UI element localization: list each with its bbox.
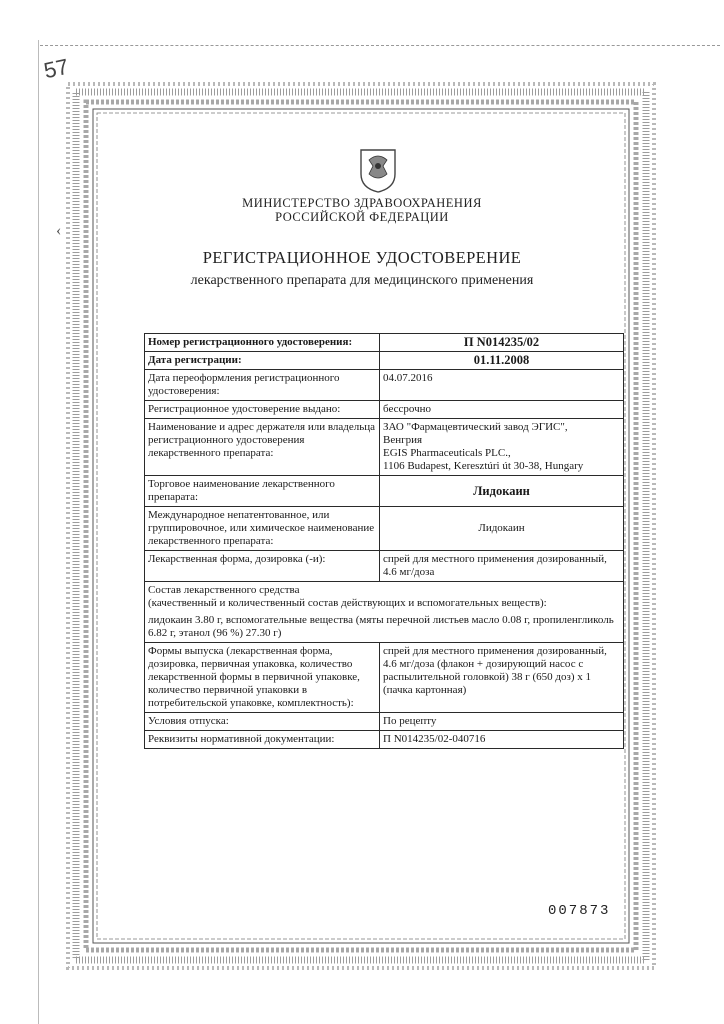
holder-value xyxy=(380,419,624,476)
reissue-date-value: 04.07.2016 xyxy=(380,370,624,401)
table-row xyxy=(145,352,624,370)
registration-table xyxy=(144,333,624,749)
ministry-line-1: МИНИСТЕРСТВО ЗДРАВООХРАНЕНИЯ xyxy=(242,196,482,210)
table-row xyxy=(145,713,624,731)
holder-line: ЗАО "Фармацевтический завод ЭГИС", xyxy=(383,421,568,433)
normative-doc-label: Реквизиты нормативной документации: xyxy=(145,731,380,749)
page-edge xyxy=(38,40,39,1024)
serial-number: 007873 xyxy=(548,903,611,919)
table-row xyxy=(145,612,624,643)
issued-label: Регистрационное удостоверение выдано: xyxy=(145,401,380,419)
trade-name-value: Лидокаин xyxy=(380,476,624,507)
holder-line: EGIS Pharmaceuticals PLC., xyxy=(383,447,511,459)
table-row xyxy=(145,582,624,613)
table-row xyxy=(145,370,624,401)
ministry-line-2: РОССИЙСКОЙ ФЕДЕРАЦИИ xyxy=(275,210,449,224)
composition-subtitle: (качественный и количественный состав действующих и вспомогательных веществ): xyxy=(148,597,547,609)
table-row xyxy=(145,401,624,419)
table-row xyxy=(145,507,624,551)
composition-text: лидокаин 3.80 г, вспомогательные вещества (мяты перечной листьев масло 0.08 г, пропиленгликоль 6.82 г, этанол (96 %) 27.30 г) xyxy=(145,612,624,643)
coat-of-arms-icon xyxy=(357,146,399,194)
trade-name-label: Торговое наименование лекарственного препарата: xyxy=(145,476,380,507)
inn-value: Лидокаин xyxy=(380,507,624,551)
reissue-date-label: Дата переоформления регистрационного удостоверения: xyxy=(145,370,380,401)
release-form-value: спрей для местного применения дозированный, 4.6 мг/доза (флакон + дозирующий насос с распылительной головкой) 38 г (650 доз) х 1 (пачка картонная) xyxy=(380,643,624,713)
table-row xyxy=(145,419,624,476)
composition-title: Состав лекарственного средства xyxy=(148,584,300,596)
dispense-conditions-value: По рецепту xyxy=(380,713,624,731)
table-row xyxy=(145,476,624,507)
table-row xyxy=(145,731,624,749)
ministry-name xyxy=(0,196,724,224)
dosage-form-value: спрей для местного применения дозированный, 4.6 мг/доза xyxy=(380,551,624,582)
inn-label: Международное непатентованное, или группировочное, или химическое наименование лекарственного препарата: xyxy=(145,507,380,551)
page-edge-top xyxy=(40,45,720,46)
reg-number-value: П N014235/02 xyxy=(380,334,624,352)
margin-mark: ‹ xyxy=(56,222,62,239)
normative-doc-value: П N014235/02-040716 xyxy=(380,731,624,749)
release-form-label: Формы выпуска (лекарственная форма, дозировка, первичная упаковка, количество лекарственной формы в первичной упаковке, количество первичной упаковки в потребительской упаковке, комплектность): xyxy=(145,643,380,713)
composition-header xyxy=(145,582,624,613)
reg-date-value: 01.11.2008 xyxy=(380,352,624,370)
handwritten-page-number: 57 xyxy=(41,53,71,84)
holder-line: Венгрия xyxy=(383,434,423,446)
holder-label: Наименование и адрес держателя или владельца регистрационного удостоверения лекарственного препарата: xyxy=(145,419,380,476)
table-row xyxy=(145,643,624,713)
holder-line: 1106 Budapest, Keresztúri út 30-38, Hungary xyxy=(383,460,584,472)
issued-value: бессрочно xyxy=(380,401,624,419)
reg-number-label: Номер регистрационного удостоверения: xyxy=(145,334,380,352)
document-title: РЕГИСТРАЦИОННОЕ УДОСТОВЕРЕНИЕ xyxy=(202,248,522,267)
reg-date-label: Дата регистрации: xyxy=(145,352,380,370)
table-row xyxy=(145,334,624,352)
document-subtitle: лекарственного препарата для медицинского применения xyxy=(190,273,534,288)
table-row xyxy=(145,551,624,582)
dispense-conditions-label: Условия отпуска: xyxy=(145,713,380,731)
dosage-form-label: Лекарственная форма, дозировка (-и): xyxy=(145,551,380,582)
